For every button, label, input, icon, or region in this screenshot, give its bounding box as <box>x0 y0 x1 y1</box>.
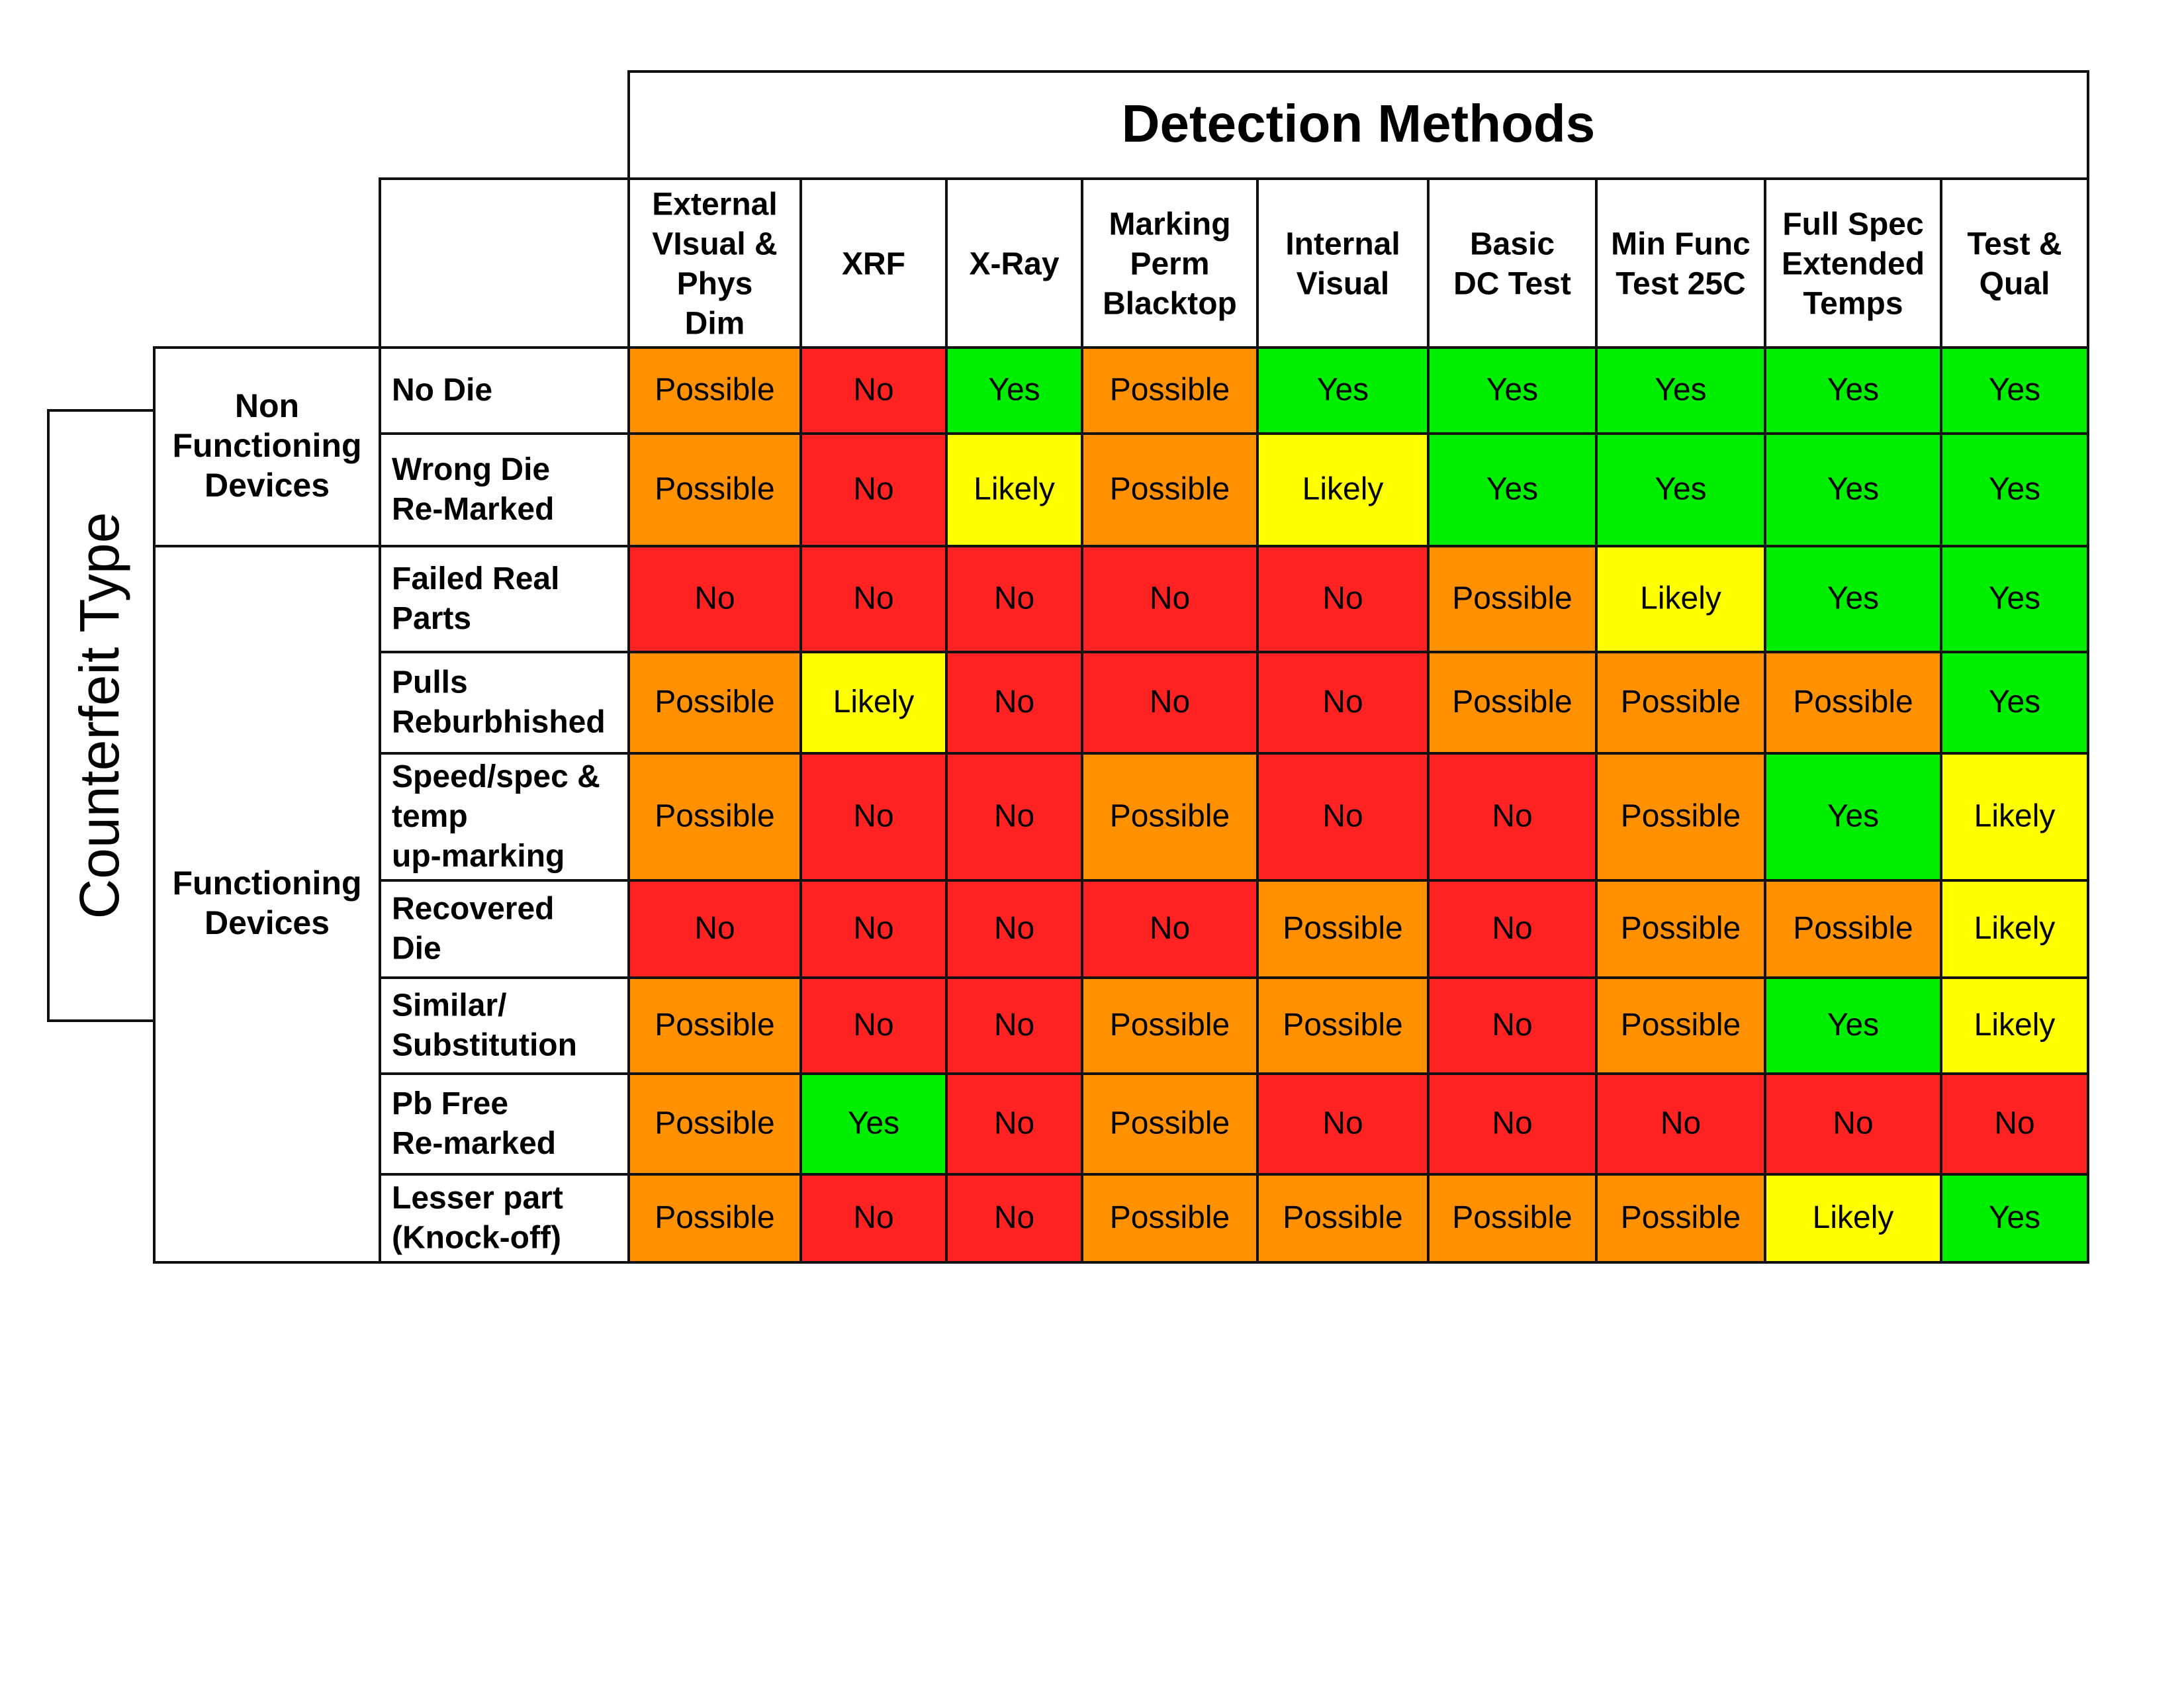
cell-label: Likely <box>1974 911 2056 947</box>
cell-label: Possible <box>1452 1200 1572 1236</box>
cell-label: No <box>993 798 1035 834</box>
cell-label: Yes <box>1486 471 1539 507</box>
cell-label: No <box>1833 1105 1874 1141</box>
row-label-line: Re-Marked <box>392 491 555 527</box>
group-label-line: Functioning <box>172 865 362 902</box>
row-label <box>392 373 492 408</box>
column-header-line: Extended <box>1781 246 1925 282</box>
column-header <box>1285 226 1400 301</box>
cell-label: No <box>1492 911 1533 947</box>
cell-label: Yes <box>1827 372 1880 408</box>
column-header <box>1782 207 1925 321</box>
column-header <box>652 187 777 341</box>
cell-label: Possible <box>655 1105 775 1141</box>
cell-label: Yes <box>988 372 1040 408</box>
cell-label: No <box>1322 581 1363 616</box>
row-label-line: No Die <box>392 372 493 408</box>
cell-label: Possible <box>1620 684 1741 720</box>
cell-label: Possible <box>1620 1008 1741 1043</box>
row-label-line: up-marking <box>392 838 565 874</box>
column-header <box>1103 207 1237 321</box>
cell-label: No <box>853 1008 894 1043</box>
cell-label: Possible <box>655 372 775 408</box>
column-header-line: Min Func <box>1611 226 1751 262</box>
row-label <box>392 452 554 527</box>
cell-label: Yes <box>1988 684 2041 720</box>
cell-label: Possible <box>1452 581 1572 616</box>
column-header-line: Qual <box>1979 266 2050 302</box>
cell-label: Possible <box>1620 1200 1741 1236</box>
cell-label: Yes <box>1827 581 1880 616</box>
chart-title-line: Detection Methods <box>1121 94 1596 154</box>
cell-label: No <box>853 471 894 507</box>
cell-label: Possible <box>1109 798 1230 834</box>
cell-label: Likely <box>1812 1200 1894 1236</box>
row-label-line: Lesser part <box>392 1180 563 1216</box>
row-label <box>392 759 600 874</box>
cell-label: No <box>993 684 1035 720</box>
cell-label: Possible <box>1793 911 1913 947</box>
column-header-line: VIsual & <box>652 226 778 262</box>
cell-label: Possible <box>1283 1008 1403 1043</box>
cell-label: Likely <box>1302 471 1384 507</box>
row-label-line: Parts <box>392 600 472 636</box>
cell-label: No <box>1492 798 1533 834</box>
cell-label: No <box>993 1200 1035 1236</box>
cell-label: No <box>1492 1008 1533 1043</box>
column-header-line: Marking <box>1109 207 1231 242</box>
group-label <box>172 387 361 504</box>
cell-label: No <box>993 581 1035 616</box>
column-header-line: DC Test <box>1453 266 1571 302</box>
cell-label: No <box>1322 798 1363 834</box>
cell-label: No <box>853 372 894 408</box>
cell-label: Yes <box>1827 798 1880 834</box>
cell-label: Possible <box>655 684 775 720</box>
cell-label: No <box>993 1008 1035 1043</box>
group-label-line: Devices <box>204 467 330 504</box>
cell-label: No <box>853 798 894 834</box>
cell-label: Possible <box>1109 471 1230 507</box>
row-label <box>392 1180 563 1255</box>
row-label <box>392 1086 556 1161</box>
cell-label: No <box>1492 1105 1533 1141</box>
cell-label: Possible <box>1793 684 1913 720</box>
column-header-line: Phys <box>676 266 753 302</box>
group-label-line: Devices <box>204 904 330 942</box>
cell-label: Likely <box>1640 581 1721 616</box>
column-header <box>1967 226 2062 301</box>
column-header-line: Visual <box>1296 266 1390 302</box>
row-label <box>392 665 606 739</box>
column-header-line: Dim <box>684 306 745 342</box>
cell-label: Possible <box>1109 372 1230 408</box>
row-label-line: Recovered <box>392 891 555 927</box>
cell-label: Yes <box>1655 471 1707 507</box>
cell-label: Yes <box>1827 471 1880 507</box>
row-label-line: Wrong Die <box>392 451 551 487</box>
row-label-line: temp <box>392 798 468 834</box>
column-header-line: X-Ray <box>969 246 1060 282</box>
column-header <box>842 246 905 281</box>
cell-label: Yes <box>1988 471 2041 507</box>
cell-label: Possible <box>1452 684 1572 720</box>
cell-label: Possible <box>1283 911 1403 947</box>
column-header-line: Blacktop <box>1103 286 1237 322</box>
cell-label: No <box>1322 1105 1363 1141</box>
column-header-line: External <box>652 187 778 222</box>
chart-title <box>1122 94 1596 153</box>
column-header-line: Perm <box>1130 246 1210 282</box>
row-label <box>392 988 577 1062</box>
cell-label: Possible <box>655 798 775 834</box>
cell-label: No <box>1660 1105 1702 1141</box>
cell-label: No <box>694 581 735 616</box>
row-label-line: Re-marked <box>392 1125 557 1161</box>
cell-label: Yes <box>1988 1200 2041 1236</box>
cell-label: Possible <box>655 1200 775 1236</box>
cell-label: Yes <box>1486 372 1539 408</box>
cell-label: Likely <box>974 471 1055 507</box>
cell-label: No <box>853 911 894 947</box>
column-header-line: Test & <box>1967 226 2062 262</box>
group-label-line: Non <box>234 387 300 425</box>
row-label <box>392 891 554 966</box>
cell-label: Yes <box>1827 1008 1880 1043</box>
cell-label: Possible <box>1620 798 1741 834</box>
cell-label: Yes <box>1655 372 1707 408</box>
row-label-line: Similar/ <box>392 988 507 1023</box>
column-header-line: Test 25C <box>1615 266 1746 302</box>
row-label-line: Die <box>392 931 441 966</box>
row-label-line: Reburbhished <box>392 704 606 740</box>
group-label-line: Functioning <box>172 427 362 465</box>
cell-label: Possible <box>655 1008 775 1043</box>
cell-label: Yes <box>1316 372 1369 408</box>
cell-label: No <box>853 1200 894 1236</box>
cell-label: Possible <box>1620 911 1741 947</box>
column-header-line: XRF <box>842 246 905 282</box>
cell-label: Possible <box>655 471 775 507</box>
cell-label: Likely <box>1974 1008 2056 1043</box>
cell-label: No <box>1994 1105 2035 1141</box>
cell-label: Yes <box>1988 372 2041 408</box>
column-header-line: Full Spec <box>1782 207 1924 242</box>
side-label: Counterfeit Type <box>68 512 131 919</box>
column-header <box>969 246 1059 281</box>
column-header-line: Internal <box>1285 226 1400 262</box>
row-label-line: Pulls <box>392 665 468 700</box>
row-label-line: Substitution <box>392 1027 577 1063</box>
row-label-line: Pb Free <box>392 1086 509 1121</box>
cell-label: No <box>853 581 894 616</box>
row-label <box>392 561 559 636</box>
cell-label: No <box>694 911 735 947</box>
cell-label: Likely <box>1974 798 2056 834</box>
cell-label: No <box>1149 684 1191 720</box>
column-header <box>1611 226 1751 301</box>
cell-label: No <box>993 911 1035 947</box>
cell-label: No <box>1149 581 1191 616</box>
cell-label: No <box>1322 684 1363 720</box>
cell-label: Possible <box>1109 1105 1230 1141</box>
cell-label: Yes <box>847 1105 900 1141</box>
cell-label: Likely <box>833 684 915 720</box>
row-label-line: Speed/spec & <box>392 759 600 794</box>
row-label-line: Failed Real <box>392 561 560 596</box>
cell-label: Possible <box>1109 1200 1230 1236</box>
cell-label: Yes <box>1988 581 2041 616</box>
row-label-line: (Knock-off) <box>392 1220 561 1256</box>
cell-label: Possible <box>1109 1008 1230 1043</box>
cell-label: No <box>1149 911 1191 947</box>
cell-label: No <box>993 1105 1035 1141</box>
column-header-line: Temps <box>1803 286 1903 322</box>
cell-label: Possible <box>1283 1200 1403 1236</box>
group-label <box>172 865 361 941</box>
column-header <box>1453 226 1571 301</box>
column-header-line: Basic <box>1469 226 1555 262</box>
